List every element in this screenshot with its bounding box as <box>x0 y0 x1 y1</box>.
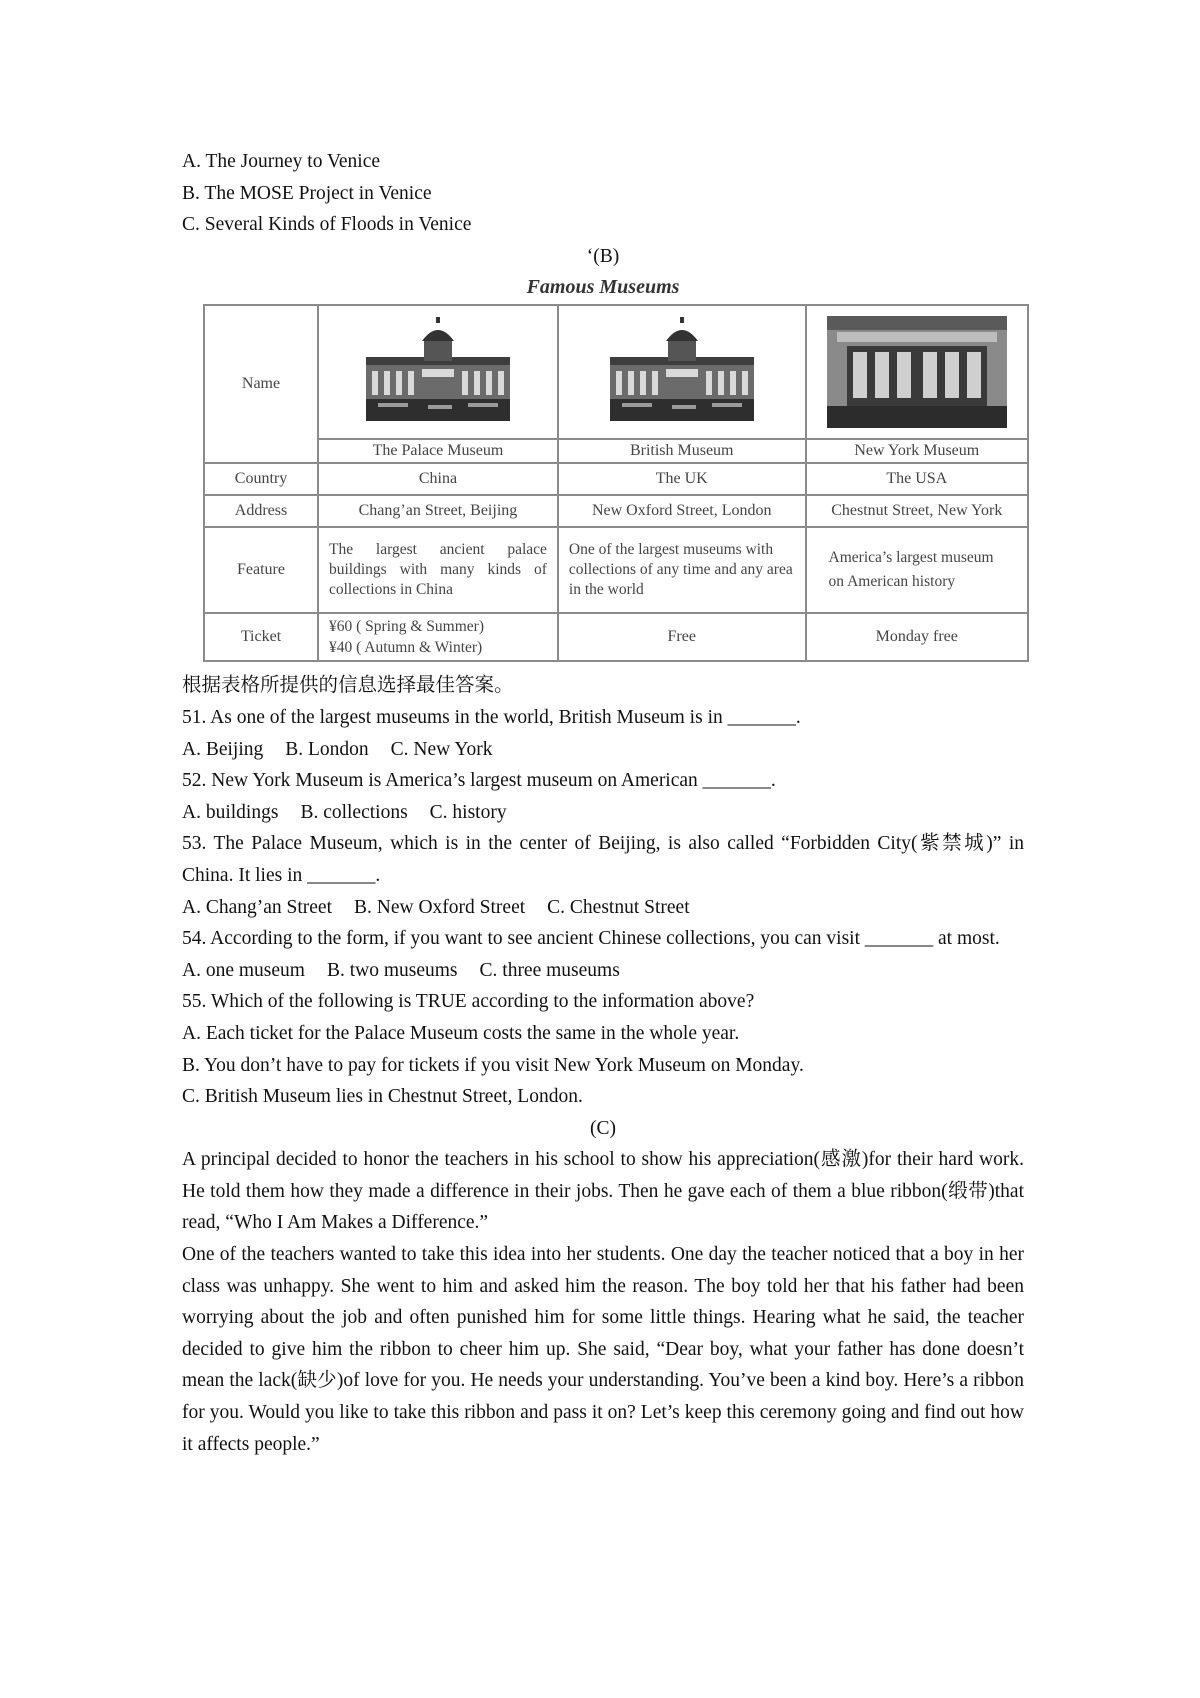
question-51-stem: 51. As one of the largest museums in the world, British Museum is in _______. <box>182 706 801 728</box>
q54-option-b: B. two museums <box>326 959 458 981</box>
feature-newyork <box>806 527 1028 613</box>
q51-option-a: A. Beijing <box>182 738 264 760</box>
q55-option-b: B. You don’t have to pay for tickets if you visit New York Museum on Monday. <box>182 1054 804 1076</box>
q53-option-c: C. Chestnut Street <box>547 896 690 918</box>
table-row-ticket <box>204 613 1028 661</box>
option-b: B. The MOSE Project in Venice <box>182 182 432 204</box>
question-54-stem: 54. According to the form, if you want to see ancient Chinese collections, you can visit _______ at most. <box>182 928 1000 950</box>
section-b-label: ‘(B) <box>586 245 620 267</box>
museum-building-image <box>827 316 1007 428</box>
q52-option-a: A. buildings <box>182 801 279 823</box>
museum-building-image <box>602 317 762 427</box>
british-museum-photo <box>558 305 806 439</box>
q55-option-a: A. Each ticket for the Palace Museum costs the same in the whole year. <box>182 1022 740 1044</box>
ticket-palace-line-2: ¥40 ( Autumn & Winter) <box>329 639 483 657</box>
q53-option-b: B. New Oxford Street <box>354 896 526 918</box>
country-newyork: The USA <box>806 463 1028 495</box>
table-row-name-images <box>204 305 1028 439</box>
question-52-options <box>182 797 1024 829</box>
museum-building-image <box>358 317 518 427</box>
address-newyork: Chestnut Street, New York <box>806 495 1028 527</box>
feature-british-text: One of the largest museums with collections of any time and any area in the world <box>568 541 793 599</box>
feature-palace <box>318 527 558 613</box>
q54-option-a: A. one museum <box>182 959 305 981</box>
exam-page <box>182 146 1024 1460</box>
q52-option-c: C. history <box>429 801 507 823</box>
table-row-museum-names <box>204 439 1028 463</box>
question-54-options <box>182 955 1024 987</box>
table-title: Famous Museums <box>526 276 680 299</box>
ticket-british: Free <box>558 613 806 661</box>
museum-name-british: British Museum <box>558 439 806 463</box>
q53-option-a: A. Chang’an Street <box>182 896 333 918</box>
address-british: New Oxford Street, London <box>558 495 806 527</box>
option-a: A. The Journey to Venice <box>182 151 381 172</box>
ticket-palace-line-1: ¥60 ( Spring & Summer) <box>329 618 484 636</box>
question-55-stem: 55. Which of the following is TRUE according to the information above? <box>182 991 755 1013</box>
passage-c-paragraph-1: A principal decided to honor the teachers in his school to show his appreciation(感激)for their hard work. He told them how they made a difference in their jobs. Then he gave each of them a blue ribbon(缎带)that read, “Who I Am Makes a Difference.” <box>182 1149 1024 1234</box>
museum-name-newyork: New York Museum <box>806 439 1028 463</box>
passage-c-paragraph-2: One of the teachers wanted to take this idea into her students. One day the teacher noticed that a boy in her class was unhappy. She went to him and asked him the reason. The boy told her that his father had been worrying about the job and often punished him for some little things. Hearing what he said, the teacher decided to give him the ribbon to cheer him up. She said, “Dear boy, what your father has done doesn’t mean the lack(缺少)of love for you. He needs your understanding. You’ve been a kind boy. Here’s a ribbon for you. Would you like to take this ribbon and pass it on? Let’s keep this ceremony going and find out how it affects people.” <box>182 1244 1024 1455</box>
q54-option-c: C. three museums <box>479 959 620 981</box>
feature-british <box>558 527 806 613</box>
country-palace: China <box>318 463 558 495</box>
row-label-feature: Feature <box>204 527 318 613</box>
question-51-options <box>182 734 1024 766</box>
q55-option-c: C. British Museum lies in Chestnut Street, London. <box>182 1086 583 1108</box>
new-york-museum-photo <box>806 305 1028 439</box>
section-c-label: (C) <box>590 1117 616 1139</box>
palace-museum-photo <box>318 305 558 439</box>
table-row-feature <box>204 527 1028 613</box>
ticket-newyork: Monday free <box>806 613 1028 661</box>
row-label-country: Country <box>204 463 318 495</box>
row-label-ticket: Ticket <box>204 613 318 661</box>
question-53-stem: 53. The Palace Museum, which is in the center of Beijing, is also called “Forbidden City(紫禁城)” in China. It lies in _______. <box>182 833 1024 886</box>
table-row-country <box>204 463 1028 495</box>
q52-option-b: B. collections <box>300 801 408 823</box>
feature-palace-text: The largest ancient palace buildings with many kinds of collections in China <box>329 541 547 599</box>
q51-option-b: B. London <box>285 738 369 760</box>
instruction: 根据表格所提供的信息选择最佳答案。 <box>182 675 514 697</box>
table-row-address <box>204 495 1028 527</box>
country-british: The UK <box>558 463 806 495</box>
q51-option-c: C. New York <box>390 738 493 760</box>
address-palace: Chang’an Street, Beijing <box>318 495 558 527</box>
feature-newyork-text: America’s largest museum on American history <box>828 549 994 591</box>
question-52-stem: 52. New York Museum is America’s largest museum on American _______. <box>182 770 776 792</box>
row-label-name: Name <box>204 305 318 463</box>
museum-table <box>203 304 1029 662</box>
museum-name-palace: The Palace Museum <box>318 439 558 463</box>
row-label-address: Address <box>204 495 318 527</box>
question-53-options <box>182 892 1024 924</box>
option-c: C. Several Kinds of Floods in Venice <box>182 214 472 236</box>
ticket-palace <box>318 613 558 661</box>
